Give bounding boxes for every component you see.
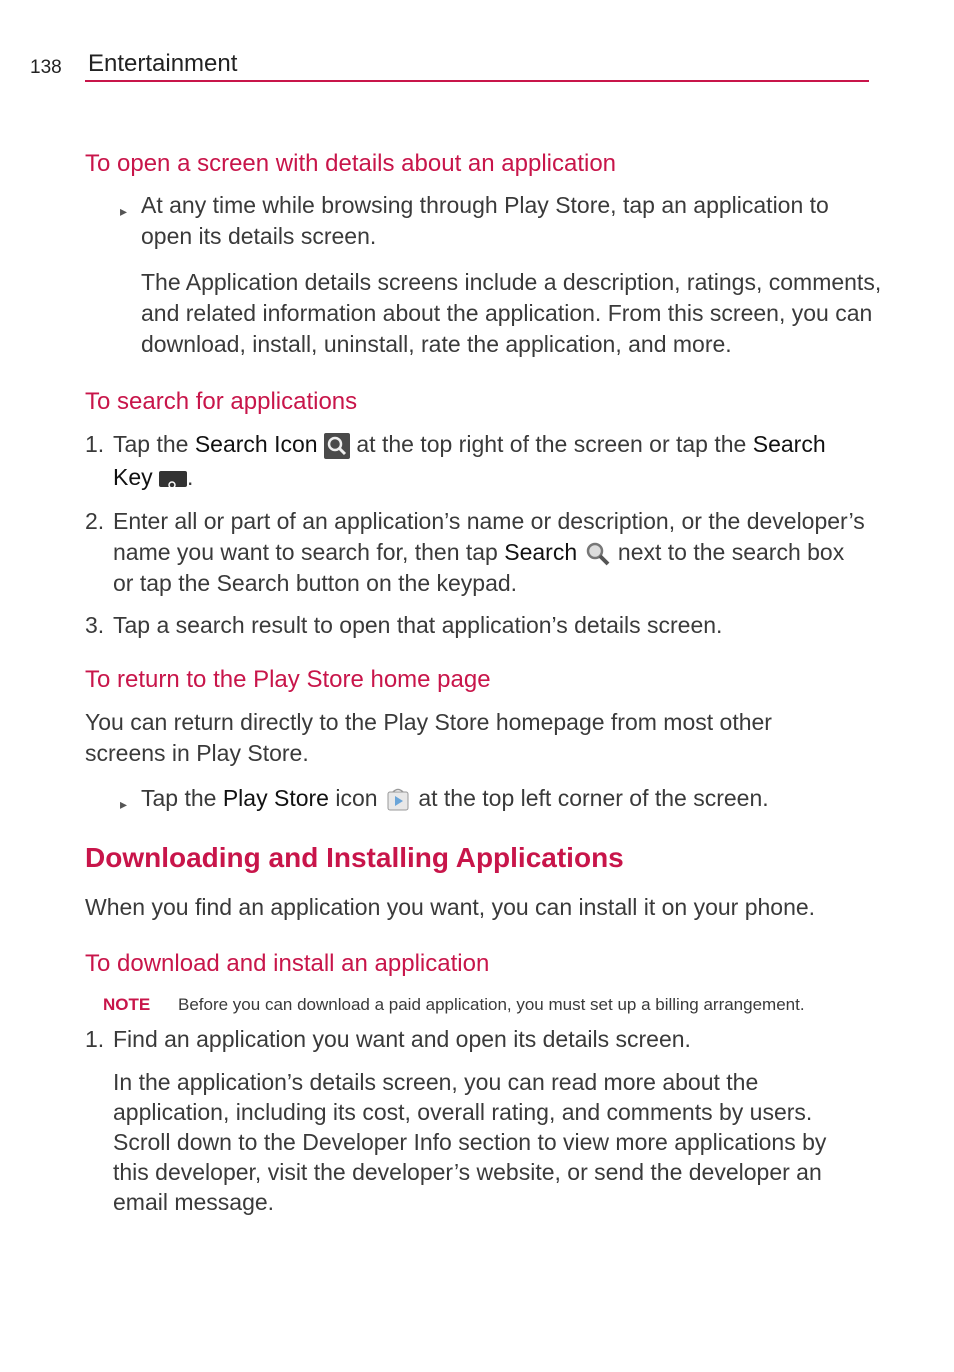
search-step-3: Tap a search result to open that application’s details screen. — [113, 612, 723, 638]
step-number: 2. — [85, 508, 105, 534]
heading-download-app: To download and install an application — [85, 950, 490, 977]
step-number: 3. — [85, 612, 105, 638]
heading-search-apps: To search for applications — [85, 388, 358, 415]
bullet-text: At any time while browsing through Play Store, tap an application to open its details screen. — [141, 192, 829, 249]
step-number: 1. — [85, 431, 105, 457]
download-step-1: Find an application you want and open its details screen. — [113, 1026, 691, 1052]
step-number: 1. — [85, 1026, 105, 1052]
heading-download-install: Downloading and Installing Applications — [85, 842, 624, 873]
download-intro: When you find an application you want, you can install it on your phone. — [85, 894, 816, 920]
note-label: NOTE — [103, 995, 151, 1014]
page-number: 138 — [30, 57, 62, 78]
details-paragraph: The Application details screens include a description, ratings, comments, and related information about the application. From this screen, you can download, install, uninstall, rate the application, and more. — [141, 269, 882, 357]
search-step-1: Tap the Search Icon at the top right of the screen or tap the Search Key . — [113, 431, 826, 490]
note-text: Before you can download a paid application, you must set up a billing arrangement. — [178, 995, 805, 1014]
search-icon — [324, 433, 350, 459]
header-rule — [85, 80, 869, 82]
search-key-icon — [159, 471, 187, 487]
details-screen-paragraph: In the application’s details screen, you can read more about the application, including its cost, overall rating, and comments by users. Scroll down to the Developer Info section to view more applications by this developer, visit the developer’s website, or send the developer an email message. — [113, 1069, 827, 1215]
triangle-bullet-icon: ▸ — [120, 796, 128, 812]
heading-open-details: To open a screen with details about an application — [85, 150, 617, 177]
return-paragraph: You can return directly to the Play Store homepage from most other screens in Play Store. — [85, 709, 772, 766]
magnifier-icon — [584, 540, 612, 568]
triangle-bullet-icon: ▸ — [120, 203, 128, 219]
search-step-2: Enter all or part of an application’s name or description, or the developer’s name you want to search for, then tap Search next to the search box or tap the Search button on the keypad. — [113, 508, 865, 596]
heading-return-home: To return to the Play Store home page — [85, 666, 491, 693]
return-bullet: Tap the Play Store icon at the top left corner of the screen. — [141, 783, 769, 814]
play-store-icon — [384, 786, 412, 814]
section-title: Entertainment — [88, 50, 238, 77]
